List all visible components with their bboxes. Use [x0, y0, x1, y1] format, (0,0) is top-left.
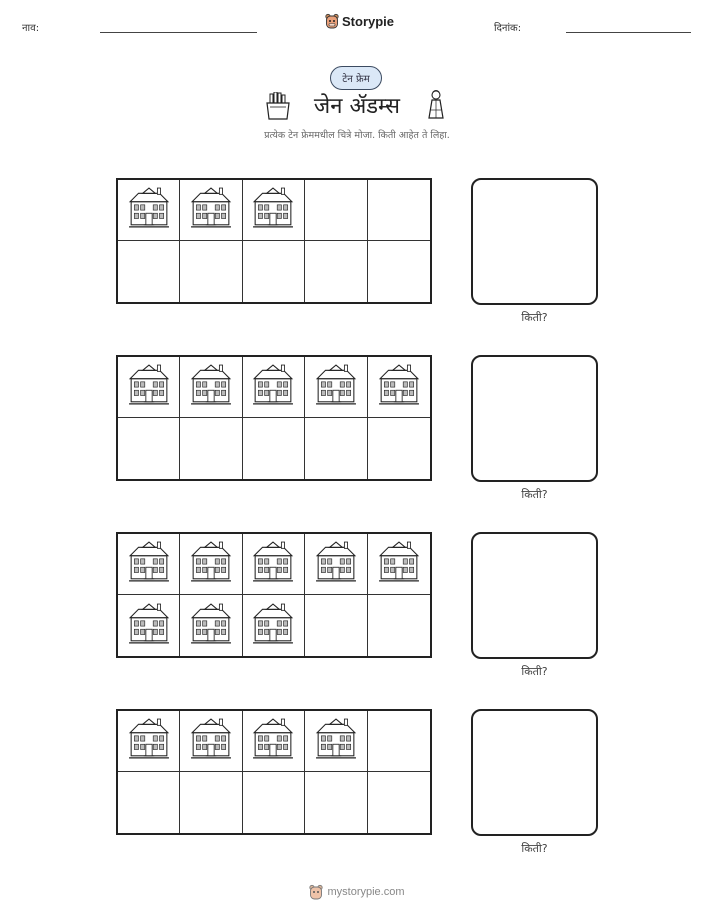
- mansion-icon: [128, 603, 170, 649]
- frame-cell: [305, 595, 367, 656]
- answer-box-1[interactable]: [471, 178, 598, 305]
- answer-label-2: किती?: [521, 488, 548, 501]
- frame-cell: [180, 418, 242, 479]
- storypie-mascot-icon: [325, 13, 339, 29]
- answer-box-4[interactable]: [471, 709, 598, 836]
- instruction-text: प्रत्येक टेन फ्रेममधील चित्रे मोजा. किती आहेत ते लिहा.: [264, 130, 450, 141]
- answer-label-3: किती?: [521, 665, 548, 678]
- frame-cell: [180, 357, 242, 418]
- frame-cell: [243, 711, 305, 772]
- mansion-icon: [378, 541, 420, 587]
- worksheet-title: जेन ॲडम्स: [313, 94, 401, 119]
- frame-cell: [243, 241, 305, 302]
- ten-frame-2: [116, 355, 432, 481]
- answer-box-3[interactable]: [471, 532, 598, 659]
- frame-cell: [180, 711, 242, 772]
- frame-cell: [180, 241, 242, 302]
- mansion-icon: [128, 187, 170, 233]
- frame-cell: [180, 534, 242, 595]
- name-line[interactable]: [100, 32, 257, 33]
- frame-cell: [305, 772, 367, 833]
- answer-label-4: किती?: [521, 842, 548, 855]
- frame-cell: [305, 180, 367, 241]
- frame-cell: [118, 418, 180, 479]
- frame-cell: [180, 772, 242, 833]
- frame-cell: [305, 711, 367, 772]
- mansion-icon: [190, 603, 232, 649]
- frame-cell: [305, 241, 367, 302]
- frame-cell: [305, 534, 367, 595]
- name-label: नाव:: [22, 23, 40, 34]
- mansion-icon: [252, 718, 294, 764]
- answer-box-2[interactable]: [471, 355, 598, 482]
- frame-cell: [368, 772, 430, 833]
- mansion-icon: [128, 364, 170, 410]
- mansion-icon: [128, 718, 170, 764]
- frame-cell: [368, 534, 430, 595]
- frame-cell: [368, 241, 430, 302]
- woman-figure-icon: [427, 90, 445, 120]
- frame-cell: [180, 180, 242, 241]
- frame-cell: [118, 180, 180, 241]
- frame-cell: [243, 357, 305, 418]
- ten-frame-1: [116, 178, 432, 304]
- frame-cell: [118, 772, 180, 833]
- frame-cell: [305, 418, 367, 479]
- mansion-icon: [252, 187, 294, 233]
- frame-cell: [118, 711, 180, 772]
- frame-cell: [368, 357, 430, 418]
- crayon-box-icon: [265, 92, 291, 120]
- mansion-icon: [190, 364, 232, 410]
- topic-badge: टेन फ्रेम: [330, 66, 382, 90]
- frame-cell: [180, 595, 242, 656]
- mansion-icon: [252, 364, 294, 410]
- frame-cell: [243, 534, 305, 595]
- frame-cell: [368, 595, 430, 656]
- ten-frame-3: [116, 532, 432, 658]
- mansion-icon: [378, 364, 420, 410]
- mansion-icon: [252, 541, 294, 587]
- mansion-icon: [252, 603, 294, 649]
- mansion-icon: [190, 718, 232, 764]
- mansion-icon: [190, 541, 232, 587]
- frame-cell: [243, 772, 305, 833]
- brand-logo: [325, 13, 394, 29]
- mansion-icon: [190, 187, 232, 233]
- frame-cell: [368, 180, 430, 241]
- frame-cell: [305, 357, 367, 418]
- frame-cell: [118, 534, 180, 595]
- frame-cell: [368, 418, 430, 479]
- brand-name: Storypie: [342, 13, 395, 29]
- storypie-mascot-icon: [309, 884, 323, 900]
- date-line[interactable]: [566, 32, 691, 33]
- frame-cell: [243, 180, 305, 241]
- ten-frame-4: [116, 709, 432, 835]
- frame-cell: [243, 418, 305, 479]
- mansion-icon: [315, 541, 357, 587]
- footer-site: mystorypie.com: [327, 886, 405, 898]
- mansion-icon: [315, 718, 357, 764]
- frame-cell: [368, 711, 430, 772]
- footer: [0, 884, 714, 900]
- frame-cell: [118, 595, 180, 656]
- date-label: दिनांक:: [494, 23, 522, 34]
- mansion-icon: [128, 541, 170, 587]
- frame-cell: [118, 241, 180, 302]
- answer-label-1: किती?: [521, 311, 548, 324]
- frame-cell: [118, 357, 180, 418]
- mansion-icon: [315, 364, 357, 410]
- frame-cell: [243, 595, 305, 656]
